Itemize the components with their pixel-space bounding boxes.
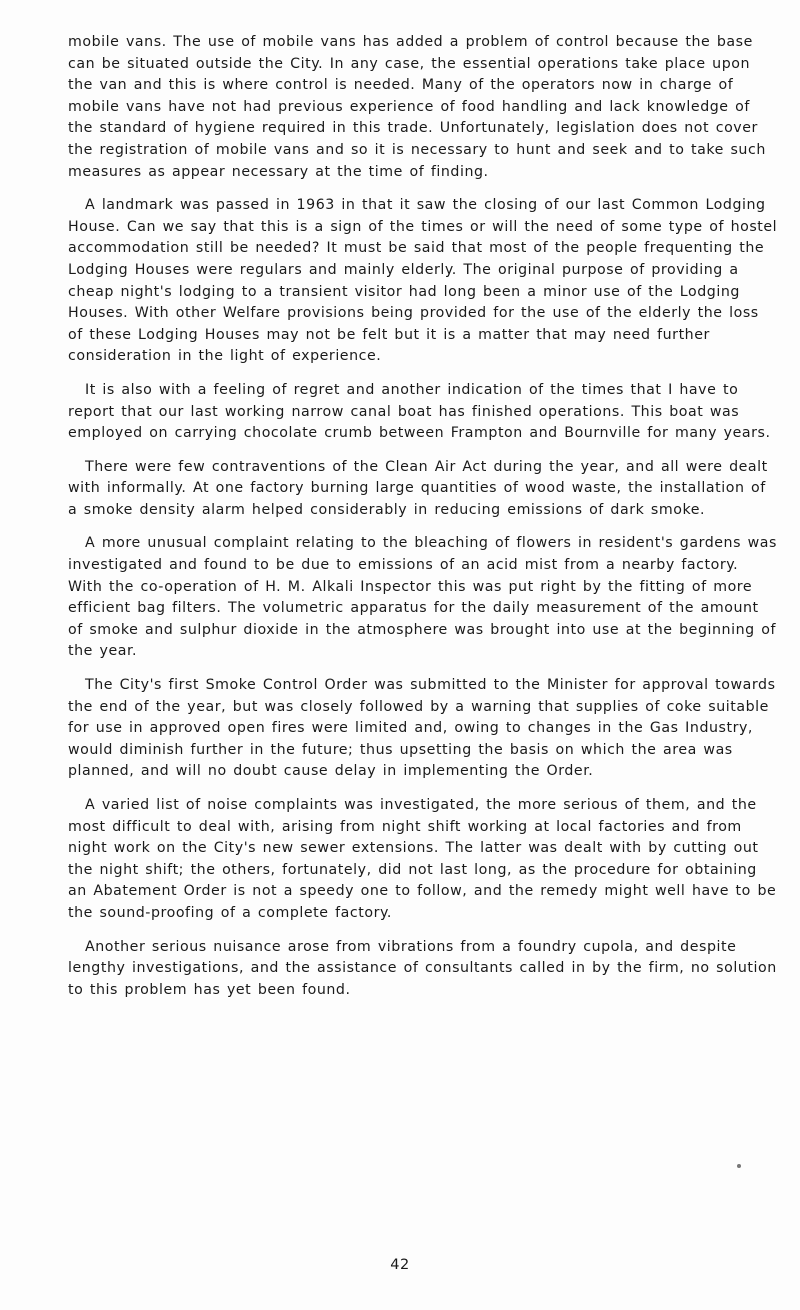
paragraph-noise-complaints: A varied list of noise complaints was investigated, the more serious of them, and the most difficult to deal with, arising from night shift working at local factories and from night work on the City's new sewer extensions. The latter was dealt with by cutting out the night shift; the others, fortunately, did not last long, as the procedure for obtaining an Abatement Order is not a speedy one to follow, and the remedy might well have to be the sound-proofing of a complete factory. — [68, 797, 777, 921]
paragraph-mobile-vans: mobile vans. The use of mobile vans has added a problem of control because the base can be situated outside the City. In any case, the essential operations take place upon the van and this is where control is needed. Many of the operators now in charge of mobile vans have not had previous experience of food handling and lack knowledge of the standard of hygiene required in this trade. Unfortunately, legislation does not cover the registration of mobile vans and so it is necessary to hunt and seek and to take such measures as appear necessary at the time of finding. — [68, 34, 766, 180]
paragraph-bleaching-flowers: A more unusual complaint relating to the bleaching of flowers in resident's gardens was investigated and found to be due to emissions of an acid mist from a nearby factory. With the co-operation of H. M. Alkali Inspector this was put right by the fitting of more efficient bag filters. The volumetric apparatus for the daily measurement of the amount of smoke and sulphur dioxide in the atmosphere was brought into use at the beginning of the year. — [68, 535, 777, 660]
scan-speck — [737, 1164, 741, 1168]
page-number: 42 — [390, 1257, 410, 1273]
body-text — [68, 32, 778, 1013]
paragraph-foundry-vibrations: Another serious nuisance arose from vibrations from a foundry cupola, and despite lengthy investigations, and the assistance of consultants called in by the firm, no solution to this problem has yet been found. — [68, 938, 777, 998]
paragraph-lodging-house: A landmark was passed in 1963 in that it saw the closing of our last Common Lodging House. Can we say that this is a sign of the times or will the need of some type of hostel accommodation still be needed? It must be said that most of the people frequenting the Lodging Houses were regulars and mainly elderly. The original purpose of providing a cheap night's lodging to a transient visitor had long been a minor use of the Lodging Houses. With other Welfare provisions being provided for the use of the elderly the loss of these Lodging Houses may not be felt but it is a matter that may need further consideration in the light of experience. — [68, 197, 778, 365]
paragraph-smoke-control-order: The City's first Smoke Control Order was submitted to the Minister for approval towards the end of the year, but was closely followed by a warning that supplies of coke suitable for use in approved open fires were limited and, owing to changes in the Gas Industry, would diminish further in the future; thus upsetting the basis on which the area was planned, and will no doubt cause delay in implementing the Order. — [68, 677, 776, 780]
paragraph-canal-boat: It is also with a feeling of regret and another indication of the times that I have to report that our last working narrow canal boat has finished operations. This boat was employed on carrying chocolate crumb between Frampton and Bournville for many years. — [68, 381, 771, 442]
paragraph-clean-air-act: There were few contraventions of the Clean Air Act during the year, and all were dealt with informally. At one factory burning large quantities of wood waste, the installation of a smoke density alarm helped considerably in reducing emissions of dark smoke. — [68, 458, 768, 518]
